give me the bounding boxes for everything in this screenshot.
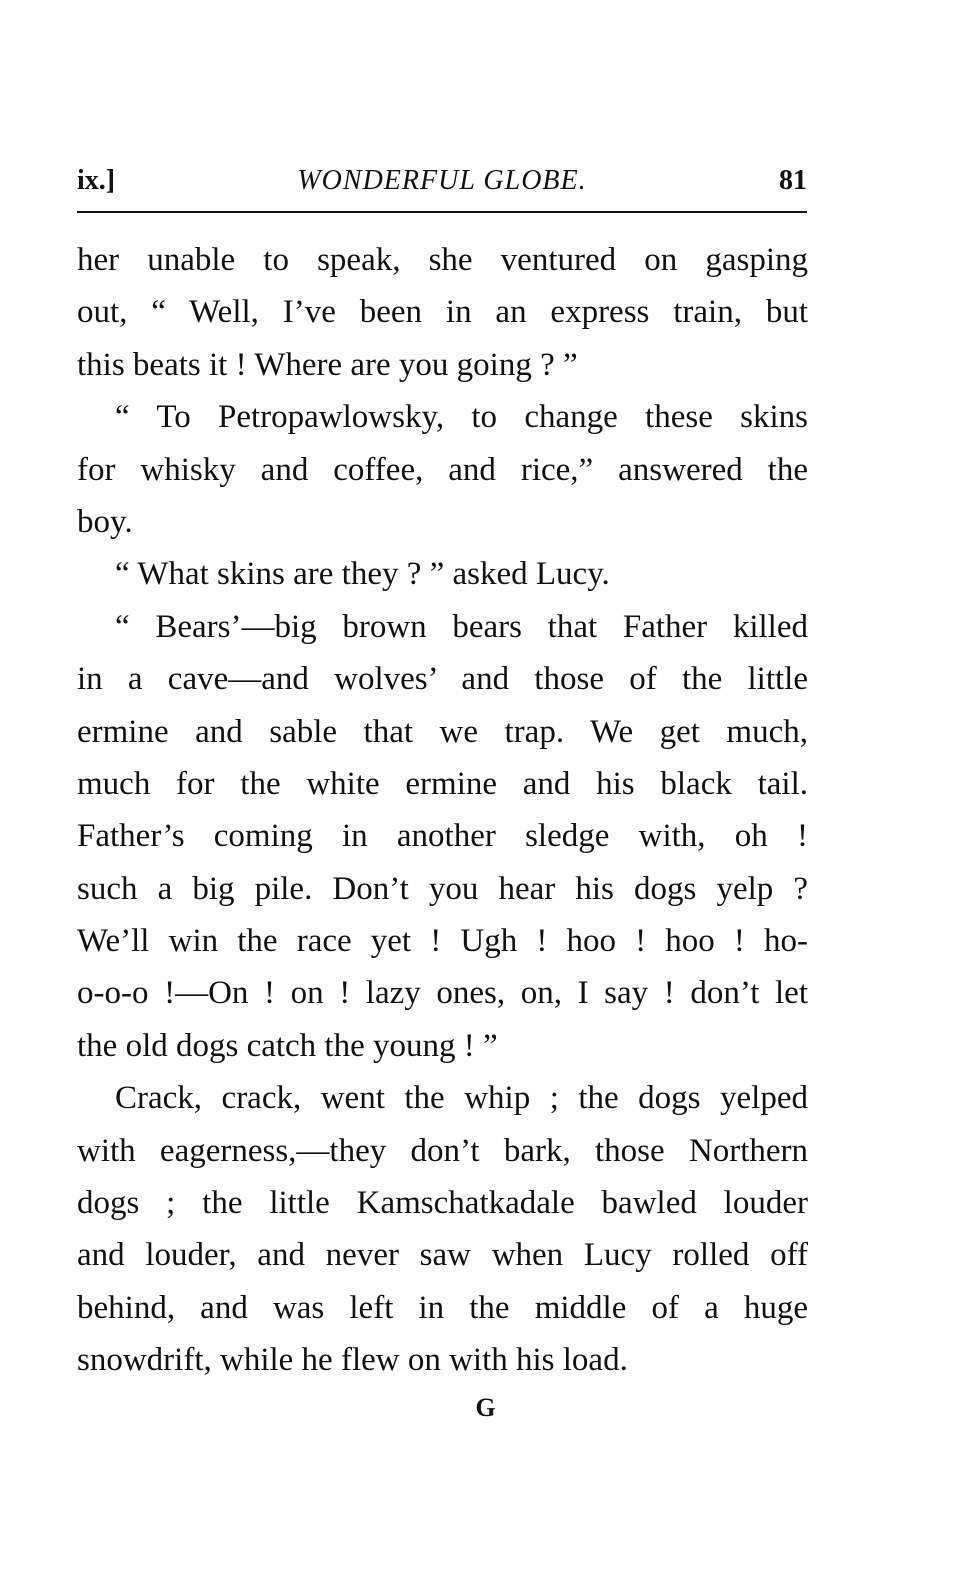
text-line: “ Bears’—big brown bears that Father killed: [115, 608, 808, 645]
text-line: ermine and sable that we trap. We get much,: [77, 713, 808, 750]
text-line: Crack, crack, went the whip ; the dogs yelped: [115, 1080, 808, 1117]
text-line: this beats it ! Where are you going ? ”: [77, 346, 578, 383]
text-line: boy.: [77, 503, 133, 540]
running-title: WONDERFUL GLOBE.: [297, 165, 587, 196]
text-line: the old dogs catch the young ! ”: [77, 1027, 498, 1064]
header-rule: [77, 211, 807, 213]
text-line: behind, and was left in the middle of a huge: [77, 1289, 808, 1326]
body-text: [77, 234, 808, 1387]
text-line: with eagerness,—they don’t bark, those Northern: [77, 1132, 808, 1169]
text-line: “ To Petropawlowsky, to change these skins: [115, 399, 808, 436]
text-line: her unable to speak, she ventured on gasping: [77, 242, 808, 278]
running-head: [77, 163, 807, 199]
chapter-number: ix.]: [77, 165, 116, 196]
text-line: out, “ Well, I’ve been in an express train, but: [77, 294, 808, 331]
text-line: such a big pile. Don’t you hear his dogs yelp ?: [77, 870, 808, 907]
text-line: much for the white ermine and his black tail.: [77, 765, 808, 802]
text-line: Father’s coming in another sledge with, oh !: [77, 818, 808, 855]
text-line: “ What skins are they ? ” asked Lucy.: [115, 556, 610, 593]
text-line: snowdrift, while he flew on with his load.: [77, 1342, 628, 1379]
text-line: We’ll win the race yet ! Ugh ! hoo ! hoo ! ho-: [77, 923, 808, 960]
text-line: for whisky and coffee, and rice,” answered the: [77, 451, 808, 488]
text-line: o-o-o !—On ! on ! lazy ones, on, I say ! don’t let: [77, 975, 808, 1012]
text-line: in a cave—and wolves’ and those of the little: [77, 661, 808, 698]
text-line: dogs ; the little Kamschatkadale bawled louder: [77, 1185, 808, 1222]
text-line: and louder, and never saw when Lucy rolled off: [77, 1237, 808, 1274]
signature-mark: G: [475, 1393, 496, 1422]
page-number: 81: [779, 165, 807, 196]
